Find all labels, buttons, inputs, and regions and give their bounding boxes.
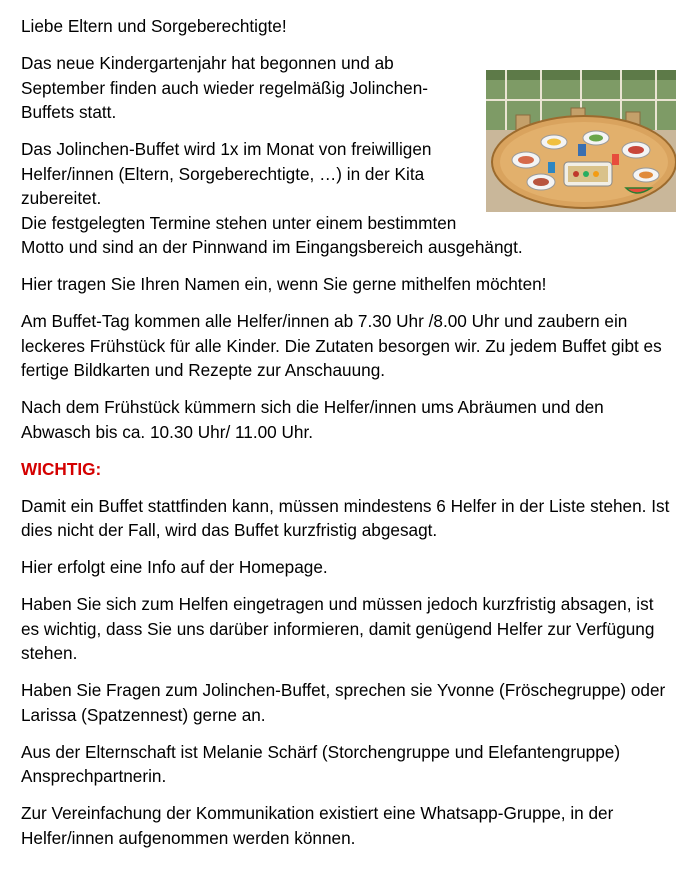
whatsapp-paragraph: Zur Vereinfachung der Kommunikation existiert eine Whatsapp-Gruppe, in der Helfer/innen aufgenommen werden können. — [21, 803, 614, 848]
letter-page — [21, 14, 671, 863]
buffet-table-illustration — [486, 70, 676, 212]
parent-contact-paragraph: Aus der Elternschaft ist Melanie Schärf (Storchengruppe und Elefantengruppe) Ansprechpartnerin. — [21, 741, 621, 786]
questions-paragraph: Haben Sie Fragen zum Jolinchen-Buffet, sprechen sie Yvonne (Fröschegruppe) oder Larissa (Spatzennest) gerne an. — [21, 680, 666, 725]
important-label: WICHTIG: — [21, 458, 102, 479]
cancellation-paragraph: Haben Sie sich zum Helfen eingetragen und müssen jedoch kurzfristig absagen, ist es wichtig, dass Sie uns darüber informieren, damit genügend Helfer zur Verfügung stehen. — [21, 594, 655, 663]
buffet-table-photo — [486, 70, 676, 212]
homepage-info-paragraph: Hier erfolgt eine Info auf der Homepage. — [21, 557, 328, 577]
intro-paragraph: Das neue Kindergartenjahr hat begonnen und ab September finden auch wieder regelmäßig Jolinchen-Buffets statt. — [21, 53, 428, 122]
dates-paragraph: Die festgelegten Termine stehen unter einem bestimmten Motto und sind an der Pinnwand im Eingangsbereich ausgehängt. — [21, 212, 523, 257]
greeting: Liebe Eltern und Sorgeberechtigte! — [21, 16, 287, 36]
buffet-day-paragraph: Am Buffet-Tag kommen alle Helfer/innen ab 7.30 Uhr /8.00 Uhr und zaubern ein leckeres Frühstück für alle Kinder. Die Zutaten besorgen wir. Zu jedem Buffet gibt es fertige Bildkarten und Rezepte zur Anschauung. — [21, 311, 662, 380]
minimum-helpers-paragraph: Damit ein Buffet stattfinden kann, müssen mindestens 6 Helfer in der Liste stehen. Ist dies nicht der Fall, wird das Buffet kurzfristig abgesagt. — [21, 495, 670, 540]
after-breakfast-paragraph: Nach dem Frühstück kümmern sich die Helfer/innen ums Abräumen und den Abwasch bis ca. 10.30 Uhr/ 11.00 Uhr. — [21, 397, 604, 442]
signup-paragraph: Hier tragen Sie Ihren Namen ein, wenn Sie gerne mithelfen möchten! — [21, 274, 547, 294]
frequency-paragraph: Das Jolinchen-Buffet wird 1x im Monat von freiwilligen Helfer/innen (Eltern, Sorgeberechtigte, …) in der Kita zubereitet. — [21, 139, 432, 208]
